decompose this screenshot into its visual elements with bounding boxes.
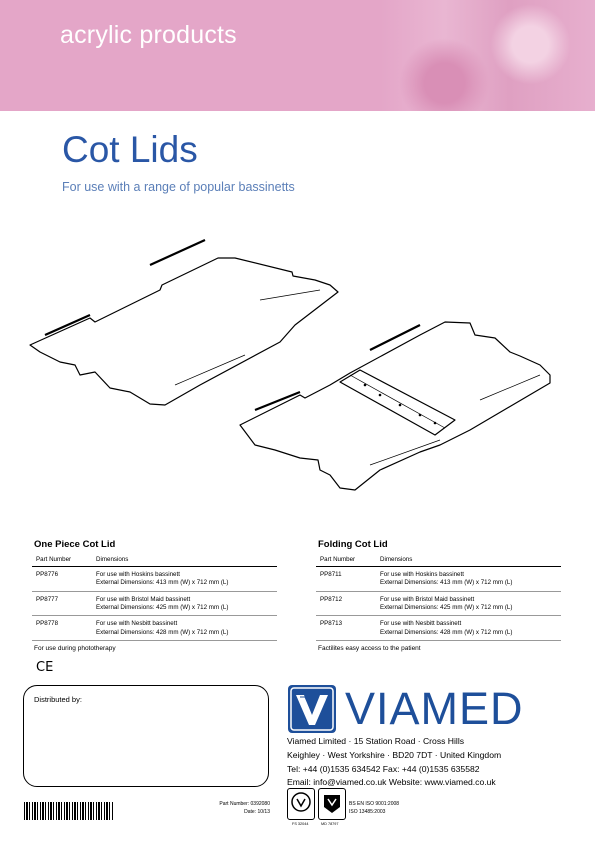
table-row <box>316 616 561 641</box>
viamed-logo-icon <box>288 685 336 733</box>
part-number: PP8778 <box>32 616 92 641</box>
one-piece-table <box>32 553 277 641</box>
address-line: Viamed Limited · 15 Station Road · Cross Hills <box>287 736 465 746</box>
cert-number: MD 78797 <box>321 822 339 826</box>
dimension-size: External Dimensions: 413 mm (W) x 712 mm (L) <box>380 579 513 587</box>
distributor-box <box>23 685 269 787</box>
ukas-cert-icon <box>318 788 346 820</box>
lid-edge <box>260 290 320 300</box>
hinge-screw <box>364 384 367 387</box>
column-header: Part Number <box>32 553 92 567</box>
part-number: PP8776 <box>32 567 92 592</box>
hinge-screw <box>419 414 422 417</box>
bsi-cert-icon <box>287 788 315 820</box>
hinge-screw <box>399 404 402 407</box>
one-piece-title: One Piece Cot Lid <box>34 539 116 550</box>
lid-edge <box>480 375 540 400</box>
email-web-line: Email: info@viamed.co.uk Website: www.viamed.co.uk <box>287 777 496 788</box>
one-piece-note: For use during phototherapy <box>34 645 116 652</box>
dimension-size: External Dimensions: 428 mm (W) x 712 mm (L) <box>96 628 229 636</box>
dimension-size: External Dimensions: 425 mm (W) x 712 mm (L) <box>380 604 513 612</box>
dimension-use: For use with Bristol Maid bassinett <box>96 595 191 603</box>
brand-name: VIAMED <box>345 683 524 734</box>
phone-line: Tel: +44 (0)1535 634542 Fax: +44 (0)1535 635582 <box>287 763 480 774</box>
hinge-screw <box>434 422 437 425</box>
lid-slot <box>150 240 205 265</box>
table-row <box>316 591 561 616</box>
lid-edge <box>175 355 245 385</box>
one-piece-lid-outline <box>30 258 338 405</box>
lid-slot <box>370 325 420 350</box>
lid-slot <box>255 392 300 410</box>
dimension-use: For use with Nesbitt bassinett <box>96 620 178 628</box>
ce-mark: CE <box>36 660 54 675</box>
dimension-use: For use with Bristol Maid bassinett <box>380 595 475 603</box>
lid-edge <box>370 440 440 465</box>
dimension-size: External Dimensions: 413 mm (W) x 712 mm (L) <box>96 579 229 587</box>
distributor-label: Distributed by: <box>34 695 82 704</box>
document-info <box>180 800 270 816</box>
column-header: Part Number <box>316 553 376 567</box>
barcode <box>24 802 114 820</box>
iso-standards <box>349 800 399 816</box>
contact-block <box>287 735 501 790</box>
document-date: Date: 10/13 <box>244 809 270 815</box>
dimension-use: For use with Hoskins bassinett <box>380 571 464 578</box>
table-row <box>32 567 277 592</box>
dimension-size: External Dimensions: 428 mm (W) x 712 mm (L) <box>380 628 513 636</box>
iso-line: ISO 13485:2003 <box>349 809 386 815</box>
dimension-use: For use with Hoskins bassinett <box>96 571 180 578</box>
column-header: Dimensions <box>376 553 561 567</box>
part-number: PP8712 <box>316 591 376 616</box>
banner-title: acrylic products <box>60 21 237 49</box>
lid-slot <box>45 315 90 335</box>
table-row <box>316 567 561 592</box>
page-title: Cot Lids <box>62 129 198 170</box>
cert-number: FS 32044 <box>292 822 309 826</box>
dimension-size: External Dimensions: 425 mm (W) x 712 mm (L) <box>96 604 229 612</box>
iso-line: BS EN ISO 9001:2008 <box>349 801 400 807</box>
folding-table <box>316 553 561 641</box>
part-number: PP8711 <box>316 567 376 592</box>
part-number: PP8713 <box>316 616 376 641</box>
table-row <box>32 616 277 641</box>
header-banner <box>0 0 595 111</box>
hinge-line <box>350 375 445 428</box>
kitemark-icon <box>288 789 314 819</box>
dimension-use: For use with Nesbitt bassinett <box>380 620 462 628</box>
hinge-screw <box>379 394 382 397</box>
cot-lid-drawings <box>0 210 595 510</box>
viamed-v-logo <box>288 685 336 733</box>
hinge-plate <box>340 370 455 435</box>
table-row <box>32 591 277 616</box>
folding-title: Folding Cot Lid <box>318 539 388 550</box>
address-line: Keighley · West Yorkshire · BD20 7DT · United Kingdom <box>287 749 502 760</box>
page-subtitle: For use with a range of popular bassinetts <box>62 180 295 194</box>
column-header: Dimensions <box>92 553 277 567</box>
folding-note: Factilites easy access to the patient <box>318 645 421 652</box>
ukas-crown-icon <box>319 789 345 819</box>
part-number: PP8777 <box>32 591 92 616</box>
document-part-number: Part Number: 0392080 <box>219 801 270 807</box>
banner-photo <box>380 0 595 111</box>
